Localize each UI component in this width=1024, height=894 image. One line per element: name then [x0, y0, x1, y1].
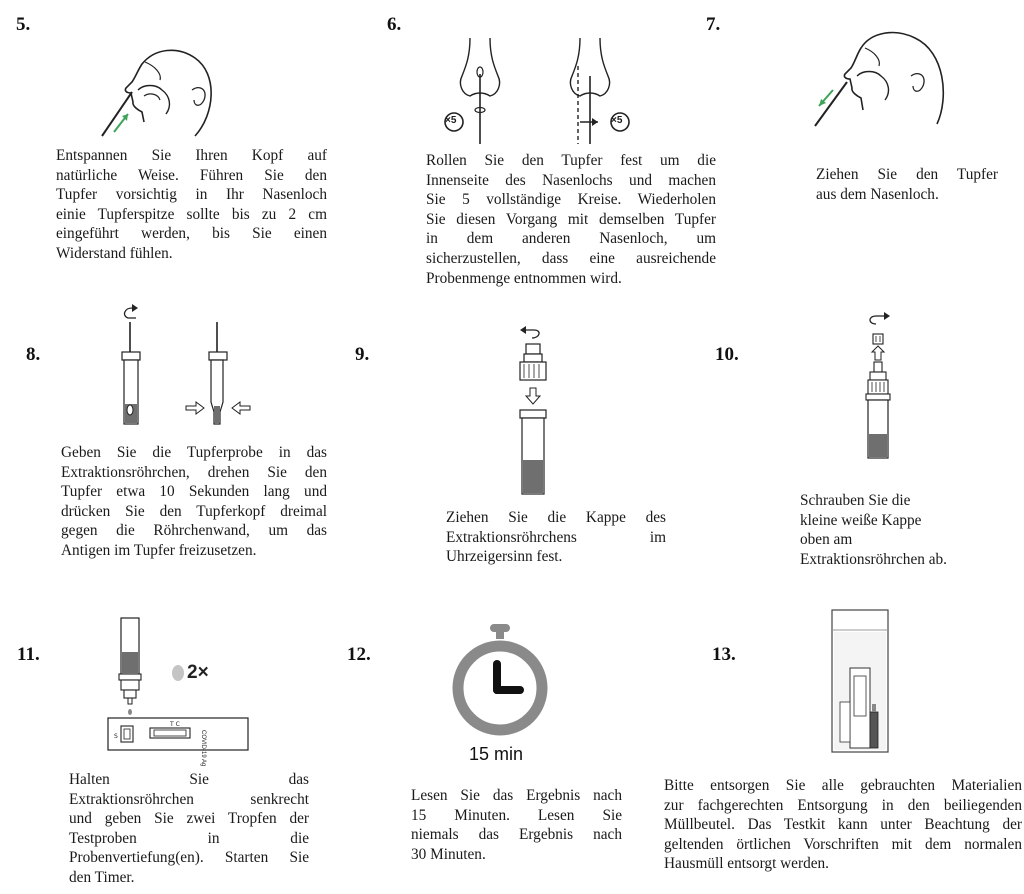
- step-6-number: 6.: [387, 14, 402, 35]
- step-6-badge-right: ×5: [611, 115, 623, 126]
- step-10-number: 10.: [715, 344, 739, 365]
- text-line: Schrauben Sie die: [800, 492, 911, 509]
- text-line: in dem anderen Nasenloch, um: [426, 230, 716, 248]
- step-11-dropper-illustration: [104, 612, 252, 752]
- text-line: eingeführt werden, bis Sie einen: [56, 225, 327, 243]
- step-13-waste-bag-illustration: [830, 606, 890, 754]
- step-10-cap-illustration: [860, 314, 900, 462]
- step-10-text: [800, 491, 1000, 569]
- text-line: Lesen Sie das Ergebnis nach: [411, 787, 622, 804]
- text-line: geltenden örtlichen Vorschriften mit dem normalen: [664, 835, 1022, 853]
- step-13-text: [664, 776, 1022, 874]
- text-line: Ziehen Sie den Tupfer: [816, 166, 998, 183]
- step-8-number: 8.: [26, 344, 41, 365]
- text-line: niemals das Ergebnis nach: [411, 826, 622, 844]
- text-line: drücken Sie den Tupferkopf dreimal: [61, 502, 327, 520]
- timer-label: 15 min: [469, 744, 524, 764]
- text-line: oben am: [800, 531, 853, 549]
- step-12-number: 12.: [347, 644, 371, 665]
- text-line: gegen die Röhrchenwand, um das: [61, 522, 327, 540]
- text-line: kleine weiße Kappe: [800, 511, 922, 529]
- text-line: Sie diesen Vorgang mit demselben Tupfer: [426, 210, 716, 228]
- step-5-number: 5.: [16, 14, 31, 35]
- step-9-cap-illustration: [510, 328, 560, 496]
- step-9-number: 9.: [355, 344, 370, 365]
- text-line: Sie 5 vollständige Kreise. Wiederholen: [426, 191, 716, 209]
- step-13-number: 13.: [712, 644, 736, 665]
- text-line: Extraktionsröhrchens im: [446, 528, 666, 546]
- text-line: einie Tupferspitze sollte bis zu 2 cm: [56, 205, 327, 223]
- text-line: Ziehen Sie die Kappe des: [446, 509, 666, 526]
- text-line: Tupfer etwa 10 Sekunden lang und: [61, 483, 327, 501]
- text-line: Probenmenge entnommen wird.: [426, 269, 622, 287]
- step-9-text: [446, 508, 666, 567]
- text-line: Extraktionsröhrchen, drehen Sie den: [61, 463, 327, 481]
- text-line: Widerstand fühlen.: [56, 244, 173, 262]
- text-line: Hausmüll entsorgt werden.: [664, 855, 829, 873]
- text-line: aus dem Nasenloch.: [816, 185, 939, 203]
- step-8-text: [61, 443, 327, 561]
- text-line: Antigen im Tupfer freizusetzen.: [61, 541, 257, 559]
- text-line: natürliche Weise. Führen Sie den: [56, 166, 327, 184]
- drop-icon: [172, 665, 184, 681]
- text-line: 30 Minuten.: [411, 845, 486, 863]
- text-line: Halten Sie das: [69, 771, 309, 788]
- step-6-badge-left: ×5: [445, 115, 457, 126]
- text-line: Testproben in die: [69, 829, 309, 847]
- text-line: und geben Sie zwei Tropfen der: [69, 810, 309, 828]
- step-5-text: [56, 146, 327, 264]
- step-7-head-illustration: [815, 28, 945, 128]
- step-12-text: [411, 786, 622, 864]
- text-line: sicherzustellen, dass eine ausreichende: [426, 249, 716, 267]
- step-7-text: [816, 165, 998, 204]
- text-line: Geben Sie die Tupferprobe in das: [61, 444, 327, 461]
- text-line: Entspannen Sie Ihren Kopf auf: [56, 147, 327, 164]
- text-line: Tupfer vorsichtig in Ihr Nasenloch: [56, 186, 327, 204]
- text-line: Extraktionsröhrchen ab.: [800, 550, 947, 568]
- step-6-nose-illustration: [440, 36, 640, 146]
- text-line: 15 Minuten. Lesen Sie: [411, 806, 622, 824]
- step-11-text: [69, 770, 309, 888]
- text-line: Extraktionsröhrchen senkrecht: [69, 790, 309, 808]
- step-8-tube-illustration: [112, 302, 262, 430]
- text-line: Rollen Sie den Tupfer fest um die: [426, 152, 716, 169]
- step-12-timer-icon: [450, 620, 550, 742]
- text-line: den Timer.: [69, 868, 135, 886]
- text-line: Innenseite des Nasenlochs und machen: [426, 171, 716, 189]
- step-11-number: 11.: [17, 644, 40, 665]
- drop-count: 2×: [187, 662, 209, 683]
- svg-text:S: S: [114, 733, 118, 740]
- text-line: Müllbeutel. Das Testkit kann unter Beachtung der: [664, 816, 1022, 834]
- text-line: Bitte entsorgen Sie alle gebrauchten Materialien: [664, 777, 1022, 794]
- step-5-head-illustration: [100, 44, 220, 139]
- text-line: zur fachgerechten Entsorgung in den beiliegenden: [664, 796, 1022, 814]
- step-7-number: 7.: [706, 14, 721, 35]
- text-line: Probenvertiefung(en). Starten Sie: [69, 849, 309, 867]
- svg-text:T C: T C: [170, 721, 180, 728]
- step-6-text: [426, 151, 716, 288]
- text-line: Uhrzeigersinn fest.: [446, 548, 563, 566]
- cassette-label: COVID-19 Ag: [200, 730, 206, 767]
